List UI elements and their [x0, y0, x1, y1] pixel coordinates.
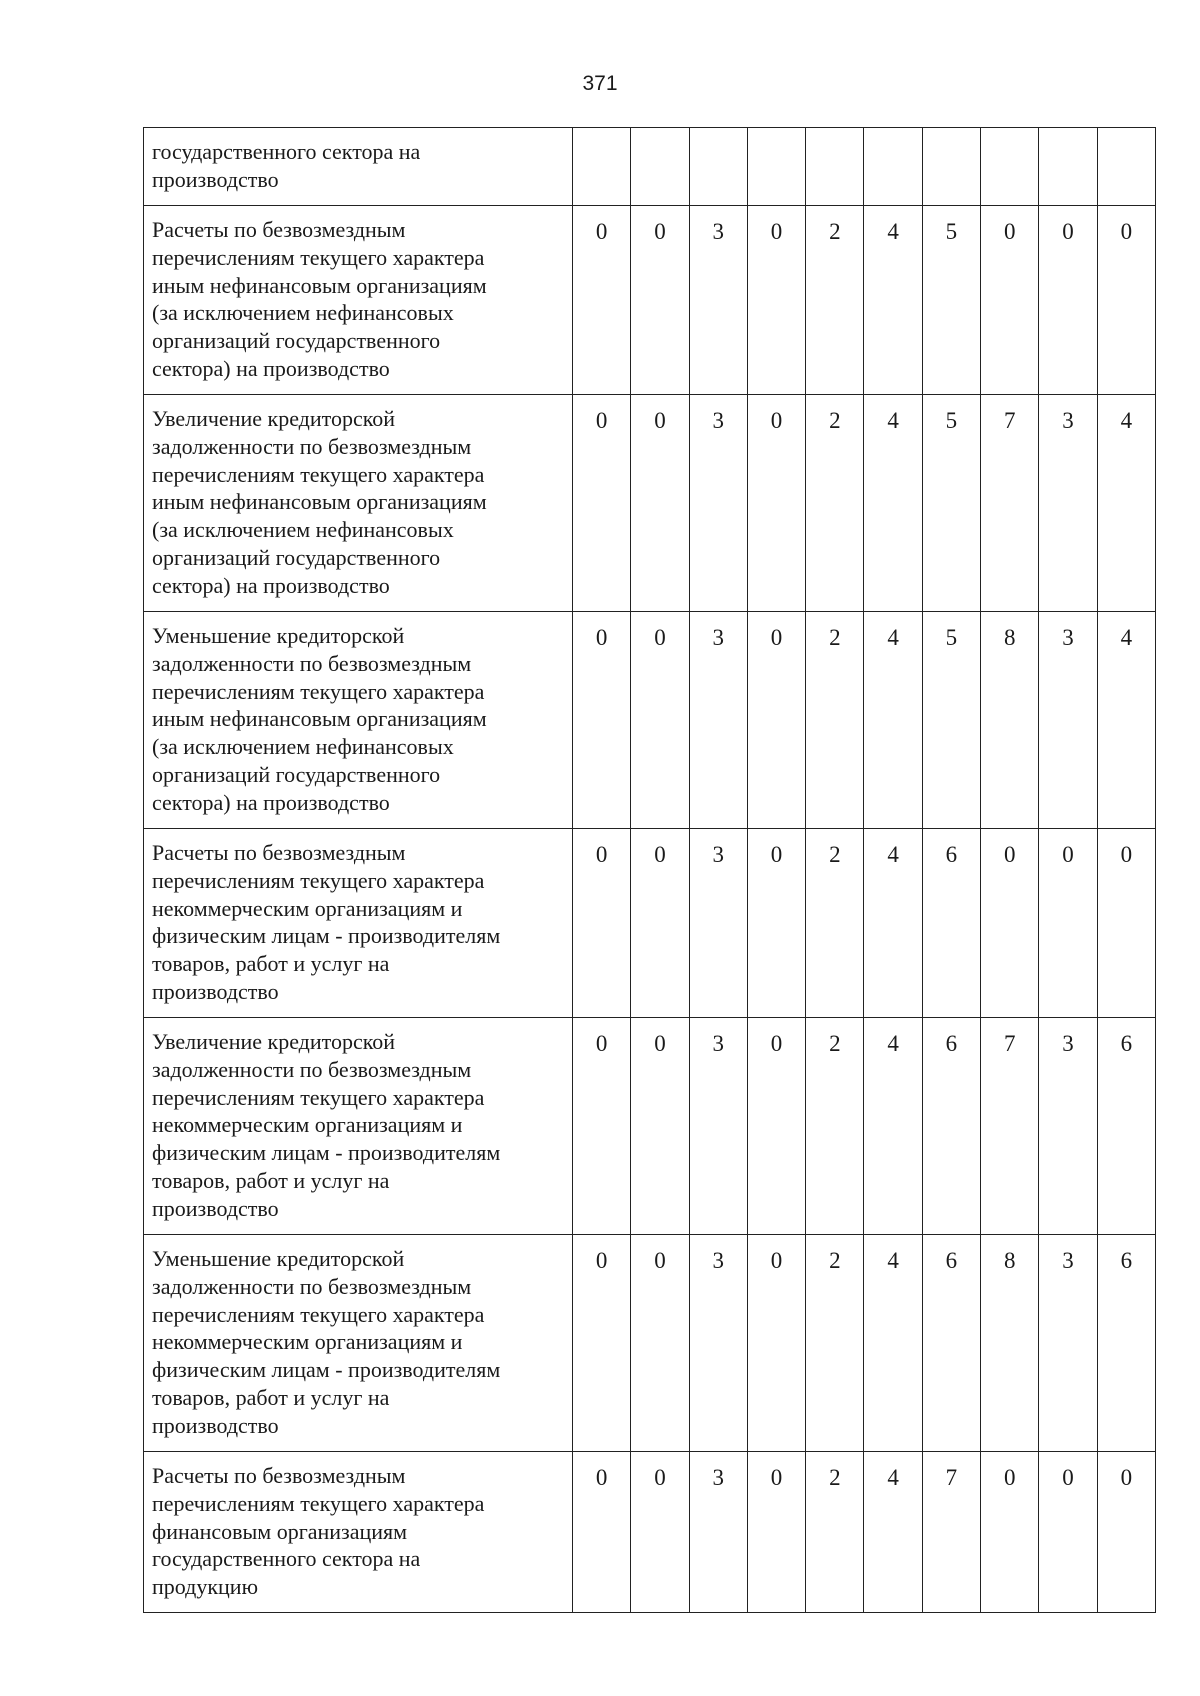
code-digit-cell: 3 — [1039, 1018, 1097, 1235]
code-digit-cell: 2 — [806, 206, 864, 395]
code-digit-cell: 0 — [747, 1452, 805, 1613]
code-digit-cell: 0 — [573, 829, 631, 1018]
code-digit-cell — [922, 128, 980, 206]
code-digit-cell: 3 — [689, 612, 747, 829]
table-row — [144, 206, 1156, 395]
code-digit-cell: 0 — [1039, 1452, 1097, 1613]
code-digit-cell — [631, 128, 689, 206]
code-digit-cell — [806, 128, 864, 206]
code-digit-cell: 3 — [1039, 1235, 1097, 1452]
code-digit-cell: 0 — [1097, 1452, 1155, 1613]
code-digit-cell — [981, 128, 1039, 206]
table-row — [144, 395, 1156, 612]
code-digit-cell: 3 — [689, 1018, 747, 1235]
code-digit-cell: 3 — [689, 395, 747, 612]
row-description: Расчеты по безвозмездным перечислениям текущего характера финансовым организациям государственного сектора на продукцию — [144, 1452, 573, 1613]
code-digit-cell: 4 — [864, 1018, 922, 1235]
budget-code-table — [143, 127, 1156, 1613]
code-digit-cell: 6 — [1097, 1018, 1155, 1235]
code-digit-cell: 6 — [1097, 1235, 1155, 1452]
code-digit-cell: 7 — [981, 1018, 1039, 1235]
code-digit-cell: 0 — [573, 1452, 631, 1613]
code-digit-cell — [1039, 128, 1097, 206]
code-digit-cell: 0 — [631, 829, 689, 1018]
code-digit-cell: 0 — [747, 1018, 805, 1235]
code-digit-cell: 8 — [981, 1235, 1039, 1452]
code-digit-cell: 0 — [631, 1235, 689, 1452]
code-digit-cell: 0 — [747, 612, 805, 829]
code-digit-cell: 0 — [631, 1452, 689, 1613]
table-row — [144, 128, 1156, 206]
table-row — [144, 1235, 1156, 1452]
table-row — [144, 1452, 1156, 1613]
code-digit-cell: 5 — [922, 612, 980, 829]
table-row — [144, 1018, 1156, 1235]
code-digit-cell: 0 — [573, 206, 631, 395]
page-number: 371 — [582, 72, 618, 95]
code-digit-cell: 2 — [806, 1235, 864, 1452]
code-digit-cell: 0 — [1097, 206, 1155, 395]
code-digit-cell: 0 — [573, 1235, 631, 1452]
table-row — [144, 612, 1156, 829]
code-digit-cell — [864, 128, 922, 206]
table-row — [144, 829, 1156, 1018]
code-digit-cell: 0 — [747, 829, 805, 1018]
code-digit-cell: 3 — [689, 1235, 747, 1452]
code-digit-cell: 4 — [1097, 395, 1155, 612]
code-digit-cell — [1097, 128, 1155, 206]
row-description: Уменьшение кредиторской задолженности по безвозмездным перечислениям текущего характера некоммерческим организациям и физическим лицам - производителям товаров, работ и услуг на производство — [144, 1235, 573, 1452]
row-description: Увеличение кредиторской задолженности по безвозмездным перечислениям текущего характера иным нефинансовым организациям (за исключением нефинансовых организаций государственного сектора) на производство — [144, 395, 573, 612]
code-digit-cell: 0 — [573, 395, 631, 612]
code-digit-cell: 2 — [806, 829, 864, 1018]
code-digit-cell: 4 — [1097, 612, 1155, 829]
table-body — [144, 128, 1156, 1613]
code-digit-cell: 0 — [1039, 829, 1097, 1018]
code-digit-cell: 3 — [689, 1452, 747, 1613]
code-digit-cell: 6 — [922, 1018, 980, 1235]
code-digit-cell: 4 — [864, 829, 922, 1018]
code-digit-cell: 4 — [864, 1452, 922, 1613]
code-digit-cell: 0 — [631, 395, 689, 612]
row-description: Расчеты по безвозмездным перечислениям текущего характера иным нефинансовым организациям (за исключением нефинансовых организаций государственного сектора) на производство — [144, 206, 573, 395]
code-digit-cell: 0 — [1097, 829, 1155, 1018]
code-digit-cell: 3 — [689, 829, 747, 1018]
code-digit-cell — [689, 128, 747, 206]
code-digit-cell: 0 — [747, 206, 805, 395]
code-digit-cell: 6 — [922, 1235, 980, 1452]
code-digit-cell: 6 — [922, 829, 980, 1018]
code-digit-cell: 0 — [1039, 206, 1097, 395]
code-digit-cell — [747, 128, 805, 206]
code-digit-cell: 0 — [573, 1018, 631, 1235]
code-digit-cell: 7 — [981, 395, 1039, 612]
row-description: Увеличение кредиторской задолженности по безвозмездным перечислениям текущего характера некоммерческим организациям и физическим лицам - производителям товаров, работ и услуг на производство — [144, 1018, 573, 1235]
code-digit-cell: 2 — [806, 612, 864, 829]
code-digit-cell: 4 — [864, 612, 922, 829]
code-digit-cell: 0 — [631, 206, 689, 395]
code-digit-cell: 0 — [631, 1018, 689, 1235]
code-digit-cell: 0 — [747, 1235, 805, 1452]
row-description: Уменьшение кредиторской задолженности по безвозмездным перечислениям текущего характера иным нефинансовым организациям (за исключением нефинансовых организаций государственного сектора) на производство — [144, 612, 573, 829]
code-digit-cell: 3 — [1039, 612, 1097, 829]
row-description: государственного сектора на производство — [144, 128, 573, 206]
code-digit-cell: 8 — [981, 612, 1039, 829]
code-digit-cell: 2 — [806, 1018, 864, 1235]
code-digit-cell: 5 — [922, 206, 980, 395]
code-digit-cell — [573, 128, 631, 206]
row-description: Расчеты по безвозмездным перечислениям текущего характера некоммерческим организациям и физическим лицам - производителям товаров, работ и услуг на производство — [144, 829, 573, 1018]
code-digit-cell: 0 — [981, 1452, 1039, 1613]
code-digit-cell: 4 — [864, 1235, 922, 1452]
code-digit-cell: 2 — [806, 395, 864, 612]
code-digit-cell: 3 — [689, 206, 747, 395]
code-digit-cell: 0 — [631, 612, 689, 829]
code-digit-cell: 2 — [806, 1452, 864, 1613]
code-digit-cell: 0 — [573, 612, 631, 829]
code-digit-cell: 4 — [864, 206, 922, 395]
code-digit-cell: 3 — [1039, 395, 1097, 612]
code-digit-cell: 7 — [922, 1452, 980, 1613]
code-digit-cell: 0 — [747, 395, 805, 612]
code-digit-cell: 4 — [864, 395, 922, 612]
code-digit-cell: 5 — [922, 395, 980, 612]
code-digit-cell: 0 — [981, 206, 1039, 395]
code-digit-cell: 0 — [981, 829, 1039, 1018]
